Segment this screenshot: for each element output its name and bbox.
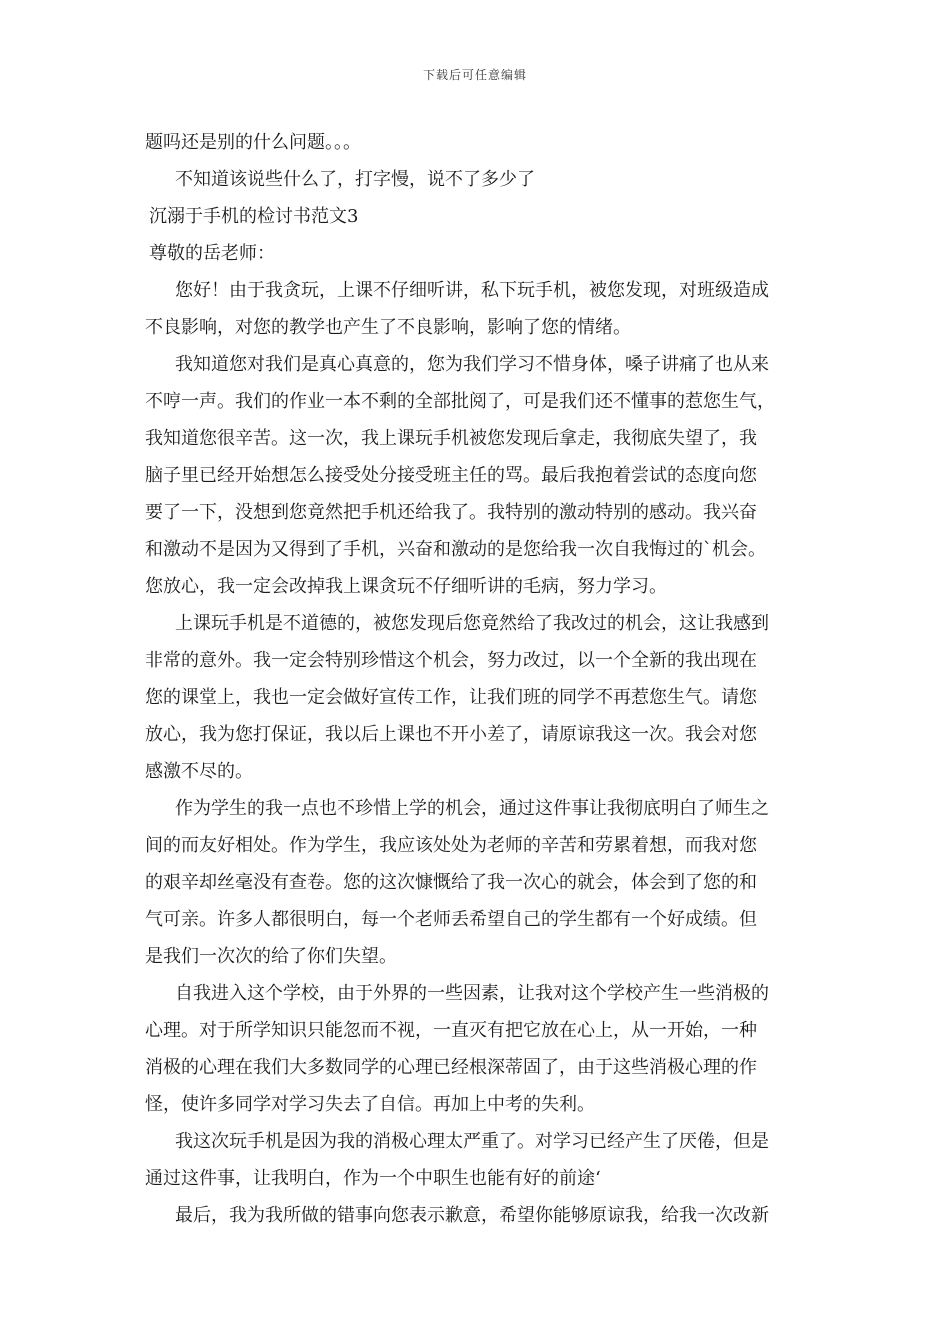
- text-line: 上课玩手机是不道德的，被您发现后您竟然给了我改过的机会，这让我感到: [175, 613, 769, 634]
- text-line: 和激动不是因为又得到了手机，兴奋和激动的是您给我一次自我悔过的`机会。: [145, 539, 766, 560]
- text-line: 您好！由于我贪玩，上课不仔细听讲，私下玩手机，被您发现，对班级造成: [175, 280, 769, 301]
- text-line: 您放心，我一定会改掉我上课贪玩不仔细听讲的毛病，努力学习。: [145, 576, 667, 597]
- text-line: 您的课堂上，我也一定会做好宣传工作，让我们班的同学不再惹您生气。请您: [145, 687, 757, 708]
- text-line: 通过这件事，让我明白，作为一个中职生也能有好的前途‘: [145, 1168, 601, 1189]
- text-line: 最后，我为我所做的错事向您表示歉意，希望你能够原谅我，给我一次改新: [175, 1205, 769, 1226]
- text-line: 我这次玩手机是因为我的消极心理太严重了。对学习已经产生了厌倦，但是: [175, 1131, 769, 1152]
- text-line: 不知道该说些什么了，打字慢，说不了多少了: [175, 169, 535, 190]
- text-line: 脑子里已经开始想怎么接受处分接受班主任的骂。最后我抱着尝试的态度向您: [145, 465, 757, 486]
- page-header: 下载后可任意编辑: [422, 68, 527, 82]
- text-line: 要了一下，没想到您竟然把手机还给我了。我特别的激动特别的感动。我兴奋: [145, 502, 757, 523]
- text-line: 自我进入这个学校，由于外界的一些因素，让我对这个学校产生一些消极的: [175, 983, 769, 1004]
- text-line: 沉溺于手机的检讨书范文3: [149, 206, 359, 227]
- text-line: 作为学生的我一点也不珍惜上学的机会，通过这件事让我彻底明白了师生之: [175, 798, 769, 819]
- text-line: 我知道您很辛苦。这一次，我上课玩手机被您发现后拿走，我彻底失望了，我: [145, 428, 757, 449]
- text-line: 消极的心理在我们大多数同学的心理已经根深蒂固了，由于这些消极心理的作: [145, 1057, 757, 1078]
- text-line: 非常的意外。我一定会特别珍惜这个机会，努力改过，以一个全新的我出现在: [145, 650, 757, 671]
- text-line: 气可亲。许多人都很明白，每一个老师丢希望自己的学生都有一个好成绩。但: [145, 909, 757, 930]
- text-line: 放心，我为您打保证，我以后上课也不开小差了，请原谅我这一次。我会对您: [145, 724, 757, 745]
- text-line: 心理。对于所学知识只能忽而不视，一直灭有把它放在心上，从一开始，一种: [145, 1020, 757, 1041]
- document-body: [145, 124, 805, 1234]
- text-line: 感激不尽的。: [145, 761, 253, 782]
- text-line: 尊敬的岳老师：: [149, 243, 275, 264]
- text-line: 我知道您对我们是真心真意的，您为我们学习不惜身体，嗓子讲痛了也从来: [175, 354, 769, 375]
- text-line: 不哼一声。我们的作业一本不剩的全部批阅了，可是我们还不懂事的惹您生气，: [145, 391, 775, 412]
- text-line: 是我们一次次的给了你们失望。: [145, 946, 397, 967]
- text-line: 间的而友好相处。作为学生，我应该处处为老师的辛苦和劳累着想，而我对您: [145, 835, 757, 856]
- text-line: 题吗还是别的什么问题。。。: [145, 132, 361, 153]
- text-line: 怪，使许多同学对学习失去了自信。再加上中考的失利。: [145, 1094, 595, 1115]
- text-line: 的艰辛却丝毫没有查卷。您的这次慷慨给了我一次心的就会，体会到了您的和: [145, 872, 757, 893]
- text-line: 不良影响，对您的教学也产生了不良影响，影响了您的情绪。: [145, 317, 631, 338]
